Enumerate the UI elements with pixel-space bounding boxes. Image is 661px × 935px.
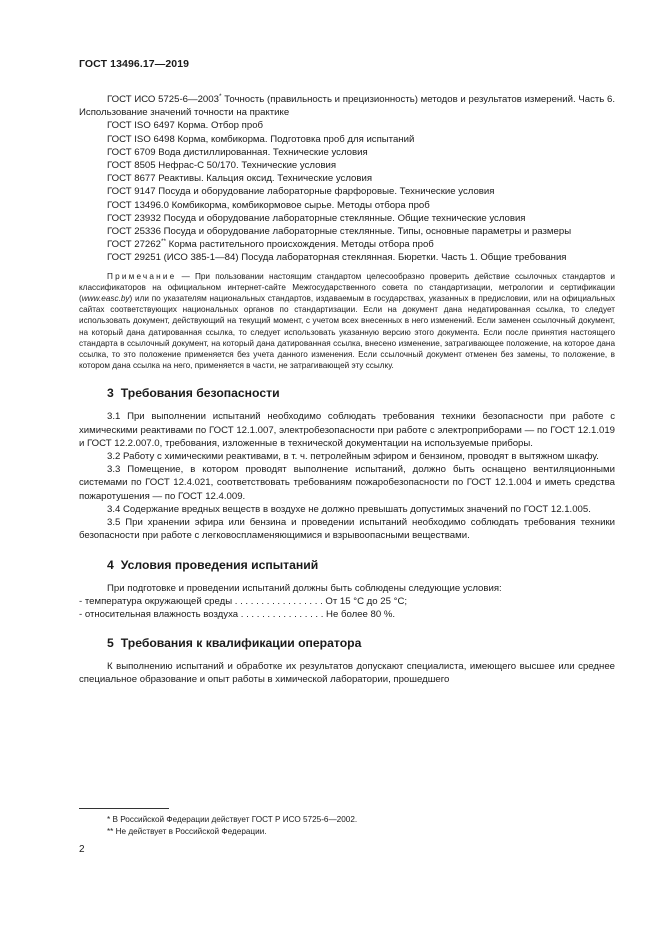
reference-item: ГОСТ 6709 Вода дистиллированная. Технические условия (107, 146, 368, 158)
page-number: 2 (79, 844, 85, 855)
condition-item: - температура окружающей среды . . . . . . . . . . . . . . . . . От 15 °С до 25 °С; (79, 595, 408, 607)
section-3-paragraph: 3.2 Работу с химическими реактивами, в т. ч. петролейным эфиром и бензином, проводят в вытяжном шкафу. (107, 451, 599, 463)
note-label: Примечание (107, 271, 177, 281)
reference-item: ГОСТ 9147 Посуда и оборудование лабораторные фарфоровые. Технические условия (107, 186, 495, 198)
section-4-heading: 4 Условия проведения испытаний (107, 557, 319, 572)
website-link[interactable]: www.easc.by (81, 294, 130, 304)
note-paragraph: Примечание — При пользовании настоящим стандартом целесообразно проверить действие ссылочных стандартов и классификаторов на официальном интернет-сайте Межгосударственного совета по стандартизации, метрологии и сертификации (www.easc.by) или по указателям национальных стандартов, издаваемым в государствах, указанных в предисловии, или на официальных сайтах соответствующих национальных органов по стандартизации. Если на документ дана недатированная ссылка, то следует использовать документ, действующий на текущий момент, с учетом всех внесенных в него изменений. Если заменен ссылочный документ, на который дана датированная ссылка, то следует использовать указанную версию этого документа. Если после принятия настоящего стандарта в ссылочный документ, на который дана датированная ссылка, внесено изменение, затрагивающее положение, на которое дана ссылка, то это положение применяется без учета данного изменения. Если ссылочный документ отменен без замены, то положение, в котором дана ссылка на него, применяется в части, не затрагивающей эту ссылку. (79, 271, 615, 371)
section-3-paragraph: 3.3 Помещение, в котором проводят выполнение испытаний, должно быть оснащено вентиляционными системами по ГОСТ 12.4.021, соответствовать требованиям пожаробезопасности по ГОСТ 12.1.004 и иметь средства пожаротушения — по ГОСТ 12.4.009. (79, 464, 615, 502)
section-3-heading: 3 Требования безопасности (107, 386, 280, 401)
reference-item: ГОСТ 8505 Нефрас-С 50/170. Технические условия (107, 160, 337, 172)
footnote-item: * В Российской Федерации действует ГОСТ Р ИСО 5725-6—2002. (107, 815, 358, 824)
condition-item: - относительная влажность воздуха . . . . . . . . . . . . . . . . Не более 80 %. (79, 608, 396, 620)
section-3-paragraph: 3.4 Содержание вредных веществ в воздухе не должно превышать допустимых значений по ГОСТ 12.1.005. (107, 503, 591, 515)
reference-item: ГОСТ 29251 (ИСО 385-1—84) Посуда лабораторная стеклянная. Бюретки. Часть 1. Общие требования (107, 252, 567, 264)
section-5-paragraph: К выполнению испытаний и обработке их результатов допускают специалиста, имеющего высшее или среднее специальное образование и опыт работы в химической лаборатории, прошедшего (79, 661, 615, 686)
footnote-divider (79, 808, 169, 809)
reference-item: ГОСТ 8677 Реактивы. Кальция оксид. Технические условия (107, 173, 373, 185)
normative-references-list (79, 93, 615, 265)
reference-item: ГОСТ 27262** Корма растительного происхождения. Методы отбора проб (107, 238, 434, 251)
footnote-item: ** Не действует в Российской Федерации. (107, 826, 267, 836)
reference-item: ГОСТ 13496.0 Комбикорма, комбикормовое сырье. Методы отбора проб (107, 199, 430, 211)
footnotes (79, 808, 615, 837)
section-4-intro: При подготовке и проведении испытаний должны быть соблюдены следующие условия: (107, 582, 502, 594)
section-3-paragraph: 3.1 При выполнении испытаний необходимо соблюдать требования техники безопасности при работе с химическими реактивами по ГОСТ 12.1.007, электробезопасности при работе с электроприборами — по ГОСТ 12.1.019 и ГОСТ 12.2.007.0, требования, изложенные в технической документации на используемые приборы. (79, 411, 615, 449)
document-header: ГОСТ 13496.17—2019 (79, 58, 190, 70)
reference-item: ГОСТ ИСО 5725-6—2003* Точность (правильность и прецизионность) методов и результатов измерений. Часть 6. Использование значений точности на практике (79, 93, 615, 119)
reference-item: ГОСТ 23932 Посуда и оборудование лабораторные стеклянные. Общие технические условия (107, 212, 526, 224)
page-body (79, 93, 615, 687)
reference-item: ГОСТ ISO 6498 Корма, комбикорма. Подготовка проб для испытаний (107, 133, 415, 145)
reference-item: ГОСТ ISO 6497 Корма. Отбор проб (107, 120, 264, 132)
reference-item: ГОСТ 25336 Посуда и оборудование лабораторные стеклянные. Типы, основные параметры и размеры (107, 226, 572, 238)
section-5-heading: 5 Требования к квалификации оператора (107, 636, 362, 651)
section-3-paragraph: 3.5 При хранении эфира или бензина и проведении испытаний необходимо соблюдать требования техники безопасности при работе с легковоспламеняющимися и взрывоопасными веществами. (79, 517, 615, 542)
